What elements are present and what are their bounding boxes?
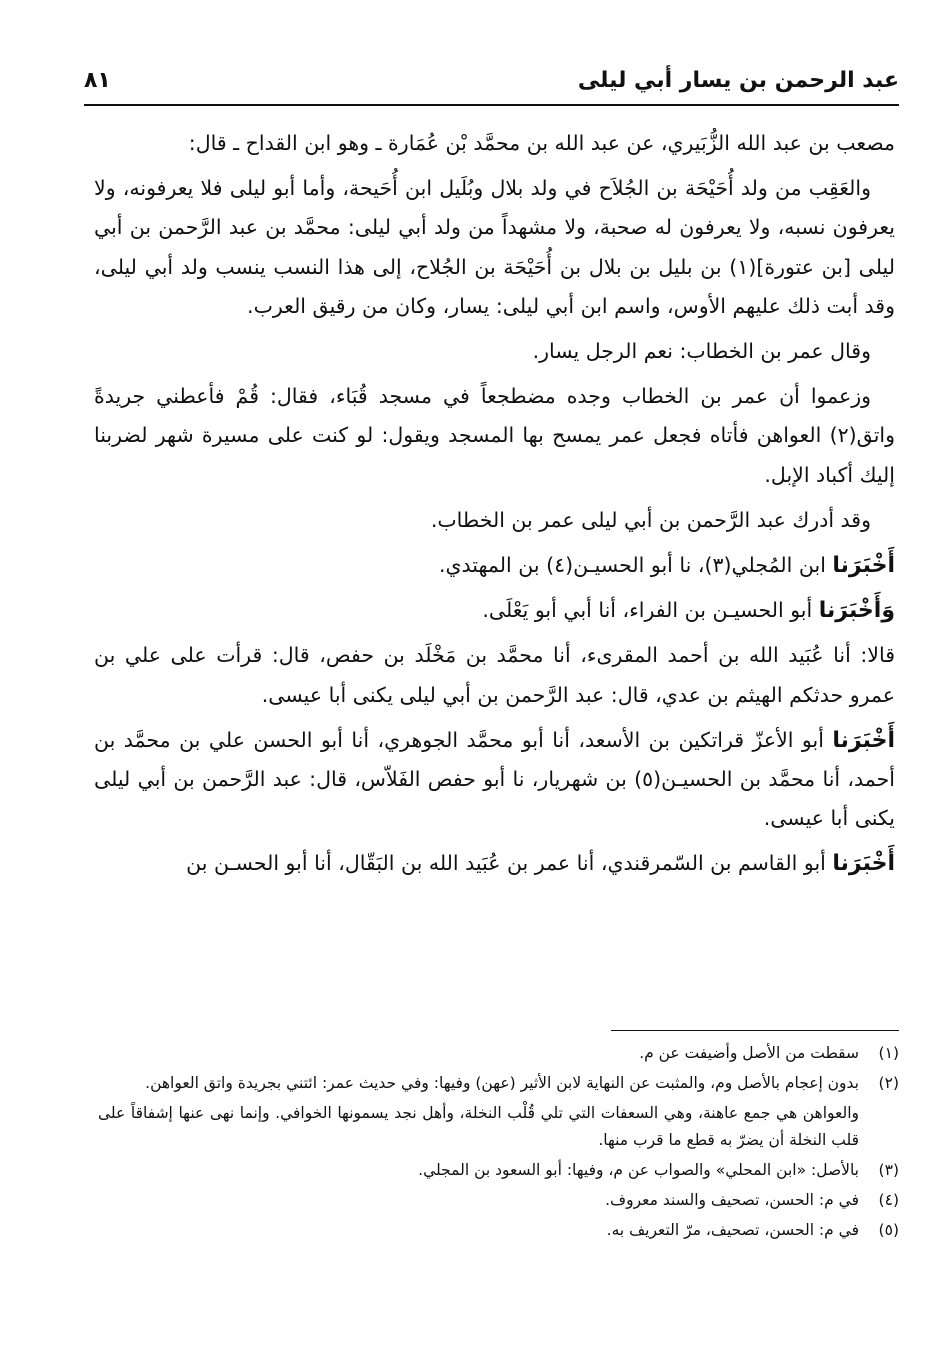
footnote-number: (٣) xyxy=(878,1161,899,1179)
paragraph: والعَقِب من ولد أُحَيْحَة بن الجُلاَح في ولد بلال وبُلَيل ابن أُحَيحة، وأما أبو ليلى فلا يعرفونه، ولا يعرفون نسبه، ولا يعرفون له صحبة، ولا مشهداً من ولد أبي ليلى: محمَّد بن عبد الرَّحمن بن أبي ليلى [بن عتورة](١) بن بليل بن بلال بن أُحَيْحَة بن الجُلاح، إلى هذا النسب ينسب ولد أبي ليلى، وقد أبت ذلك عليهم الأوس، واسم ابن أبي ليلى: يسار، وكان من رقيق العرب. xyxy=(94,176,895,318)
paragraph-text: أبو الأعزّ قراتكين بن الأسعد، أنا أبو محمَّد الجوهري، أنا أبو الحسن علي بن محمَّد بن أحمد، أنا محمَّد بن الحسيـن(٥) بن شهريار، نا أبو حفص الفَلاّس، قال: عبد الرَّحمن بن أبي ليلى يكنى أبا عيسى. xyxy=(94,727,895,831)
page-number: ٨١ xyxy=(84,68,111,93)
footnote xyxy=(98,1157,899,1184)
akhbarana-keyword: أَخْبَرَنا xyxy=(832,553,895,579)
isnad-paragraph xyxy=(94,546,895,585)
isnad-paragraph xyxy=(94,721,895,839)
footnote-number: (٢) xyxy=(878,1074,899,1092)
running-title: عبد الرحمن بن يسار أبي ليلى xyxy=(577,68,899,93)
footnote-number: (٤) xyxy=(878,1191,899,1209)
footnote-text: سقطت من الأصل وأضيفت عن م. xyxy=(639,1044,859,1062)
isnad-paragraph xyxy=(94,591,895,630)
footnote xyxy=(98,1040,899,1067)
paragraph-text: ابن المُجلي(٣)، نا أبو الحسيـن(٤) بن المهتدي. xyxy=(438,553,833,578)
akhbarana-keyword: وَأَخْبَرَنا xyxy=(818,598,895,624)
footnotes xyxy=(98,1040,899,1247)
header-rule xyxy=(84,104,899,106)
paragraph-text: أبو القاسم بن السّمرقندي، أنا عمر بن عُبَيد الله بن البَقّال، أنا أبو الحسـن بن xyxy=(186,851,833,876)
main-text xyxy=(94,124,895,890)
footnote-text: في م: الحسن، تصحيف والسند معروف. xyxy=(605,1191,859,1209)
paragraph-text: أبو الحسيـن بن الفراء، أنا أبي أبو يَعْلَى. xyxy=(482,598,819,623)
paragraph: قالا: أنا عُبَيد الله بن أحمد المقرىء، أنا محمَّد بن مَخْلَد بن حفص، قال: قرأت على علي بن عمرو حدثكم الهيثم بن عدي، قال: عبد الرَّحمن بن أبي ليلى يكنى أبا عيسى. xyxy=(94,643,895,707)
footnote-rule xyxy=(611,1030,899,1031)
footnote-number: (٥) xyxy=(878,1221,899,1239)
akhbarana-keyword: أَخْبَرَنا xyxy=(832,851,895,877)
footnote-continuation: والعواهن هي جمع عاهنة، وهي السعفات التي تلي قُلْب النخلة، وأهل نجد يسمونها الخوافي. وإنما نهى عنها إشفاقاً على قلب النخلة أن يضرّ به قطع ما قرب منها. xyxy=(98,1104,859,1149)
paragraph: وزعموا أن عمر بن الخطاب وجده مضطجعاً في مسجد قُبَاء، فقال: قُمْ فأعطني جريدةً واتق(٢) العواهن فأتاه فجعل عمر يمسح بها المسجد ويقول: لو كنت على مسيرة شهر لضربنا إليك أكباد الإبل. xyxy=(94,384,895,487)
paragraph: مصعب بن عبد الله الزُّبَيري، عن عبد الله بن محمَّد بْن عُمَارة ـ وهو ابن القداح ـ قال: xyxy=(188,131,895,155)
footnote xyxy=(98,1070,899,1097)
running-header xyxy=(84,62,899,102)
footnote xyxy=(98,1187,899,1214)
isnad-paragraph xyxy=(94,844,895,883)
footnote-text: بالأصل: «ابن المحلي» والصواب عن م، وفيها: أبو السعود بن المجلي. xyxy=(418,1161,859,1179)
paragraph: وقال عمر بن الخطاب: نعم الرجل يسار. xyxy=(532,339,871,364)
footnote-number: (١) xyxy=(878,1044,899,1062)
paragraph: وقد أدرك عبد الرَّحمن بن أبي ليلى عمر بن الخطاب. xyxy=(430,507,871,532)
akhbarana-keyword: أَخْبَرَنا xyxy=(832,727,895,753)
footnote-text: بدون إعجام بالأصل وم، والمثبت عن النهاية لابن الأثير (عهن) وفيها: وفي حديث عمر: ائتني بجريدة واتق العواهن. xyxy=(145,1074,859,1092)
footnote-text: في م: الحسن، تصحيف، مرّ التعريف به. xyxy=(606,1221,859,1239)
footnote xyxy=(98,1217,899,1244)
